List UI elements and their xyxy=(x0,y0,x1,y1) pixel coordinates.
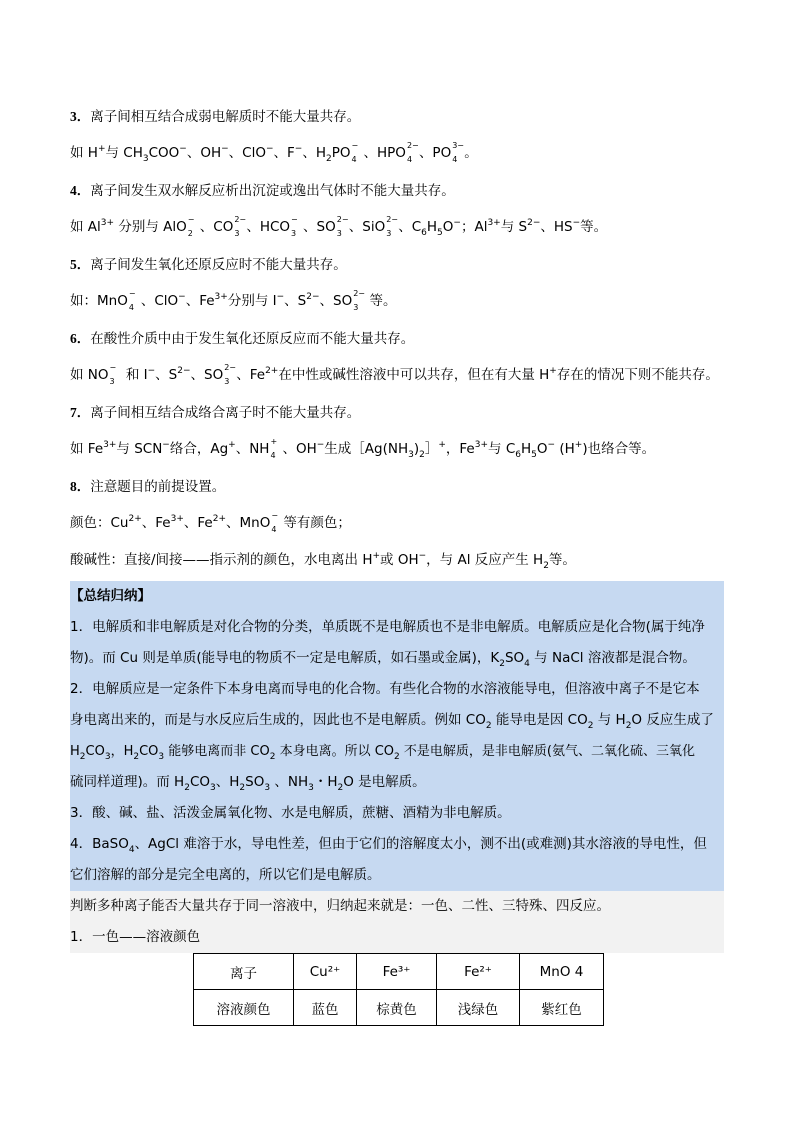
summary-p4-line2: 它们溶解的部分是完全电离的，所以它们是电解质。 xyxy=(70,867,381,883)
summary-p1-line1: 1．电解质和非电解质是对化合物的分类，单质既不是电解质也不是非电解质。电解质应是化合物(属于纯净 xyxy=(70,619,705,635)
table-cell: 浅绿色 xyxy=(437,990,520,1026)
table-cell: Fe²⁺ xyxy=(437,954,520,990)
table-cell: 紫红色 xyxy=(520,990,604,1026)
item-6-example: 如 NO − 3 和 I−、$S^{2-}$、SO 2− 3 、$Fe^{2+}$在中性或碱性溶液中可以共存，但在有大量 H+存在的情况下则不能共存。 xyxy=(70,363,719,386)
table-cell: Cu²⁺ xyxy=(294,954,357,990)
summary-p1-line2: 物)。而 Cu 则是单质(能导电的物质不一定是电解质，如石墨或金属)，$K_2SO_4$ 与 NaCl 溶液都是混合物。 xyxy=(70,650,696,669)
item-4-example: 如 $Al^{3+}$ 分别与 AlO − 2 、CO 2− 3 、HCO − 3 、SO 2− 3 、SiO 2− 3 、$C_6H_5O^-$；$Al^{3+}$与 $S^{2-}$、HS−等。 xyxy=(70,215,608,238)
summary-box xyxy=(70,581,724,891)
summary-p2-line2: 身电离出来的，而是与水反应后生成的，因此也不是电解质。例如 $CO_2$ 能导电是因 $CO_2$ 与 $H_2O$ 反应生成了 xyxy=(70,712,714,731)
summary-p2-line1: 2．电解质应是一定条件下本身电离而导电的化合物。有些化合物的水溶液能导电，但溶液中离子不是它本 xyxy=(70,681,700,697)
summary-p2-line3: $H_2CO_3$，$H_2CO_3$ 能够电离而非 $CO_2$ 本身电离。所以 $CO_2$ 不是电解质，是非电解质(氨气、二氧化硫、三氧化 xyxy=(70,744,695,762)
item-5-example: 如：MnO − 4 、ClO−、$Fe^{3+}$分别与 I−、$S^{2-}$、SO 2− 3 等。 xyxy=(70,289,397,312)
summary-tag: 【总结归纳】 xyxy=(70,588,151,604)
item-6-heading: 6．在酸性介质中由于发生氧化还原反应而不能大量共存。 xyxy=(70,331,415,347)
rule-intro: 判断多种离子能否大量共存于同一溶液中，归纳起来就是：一色、二性、三特殊、四反应。 xyxy=(70,898,610,914)
table-cell: 蓝色 xyxy=(294,990,357,1026)
table-cell: 离子 xyxy=(194,954,294,990)
item-7-heading: 7．离子间相互结合成络合离子时不能大量共存。 xyxy=(70,405,361,421)
item-4-heading: 4．离子间发生双水解反应析出沉淀或逸出气体时不能大量共存。 xyxy=(70,183,455,199)
item-3-heading: 3．离子间相互结合成弱电解质时不能大量共存。 xyxy=(70,109,361,125)
rule-item-1: 1．一色——溶液颜色 xyxy=(70,929,201,945)
document-page xyxy=(70,98,724,1026)
summary-p4-line1: 4．BaSO$_4$、AgCl 难溶于水，导电性差，但由于它们的溶解度太小，测不出(或难测)其水溶液的导电性，但 xyxy=(70,836,707,855)
table-cell: 棕黄色 xyxy=(357,990,437,1026)
table-row xyxy=(194,990,604,1026)
item-8-color-line: 颜色：$Cu^{2+}$、$Fe^{3+}$、$Fe^{2+}$、MnO − 4 等有颜色； xyxy=(70,511,351,534)
ion-color-table xyxy=(193,953,604,1026)
item-8-acidity-line: 酸碱性：直接/间接——指示剂的颜色，水电离出 H+或 OH−，与 Al 反应产生 $H_2$等。 xyxy=(70,551,576,571)
table-cell: Fe³⁺ xyxy=(357,954,437,990)
item-8-heading: 8．注意题目的前提设置。 xyxy=(70,479,226,495)
summary-p3: 3．酸、碱、盐、活泼金属氧化物、水是电解质，蔗糖、酒精为非电解质。 xyxy=(70,805,511,821)
table-cell: MnO 4 xyxy=(520,954,604,990)
rule-box xyxy=(70,891,724,953)
item-5-heading: 5．离子间发生氧化还原反应时不能大量共存。 xyxy=(70,257,347,273)
table-cell: 溶液颜色 xyxy=(194,990,294,1026)
summary-p2-line4: 硫同样道理)。而 $H_2CO_3$、$H_2SO_3$ 、$NH_3$・$H_2O$ 是电解质。 xyxy=(70,774,426,793)
table-header-row xyxy=(194,954,604,990)
item-3-example: 如 H+与 $CH_3COO^-$、OH−、ClO−、F−、$H_2PO$ − 4 、HPO 2− 4 、PO 3− 4 。 xyxy=(70,141,478,164)
item-7-example: 如 $Fe^{3+}$与 SCN−络合，Ag+、NH + 4 、OH−生成$[Ag(NH_3)_2]^+$，$Fe^{3+}$与 $C_6H_5O^-$ (H+)也络合等。 xyxy=(70,437,656,460)
